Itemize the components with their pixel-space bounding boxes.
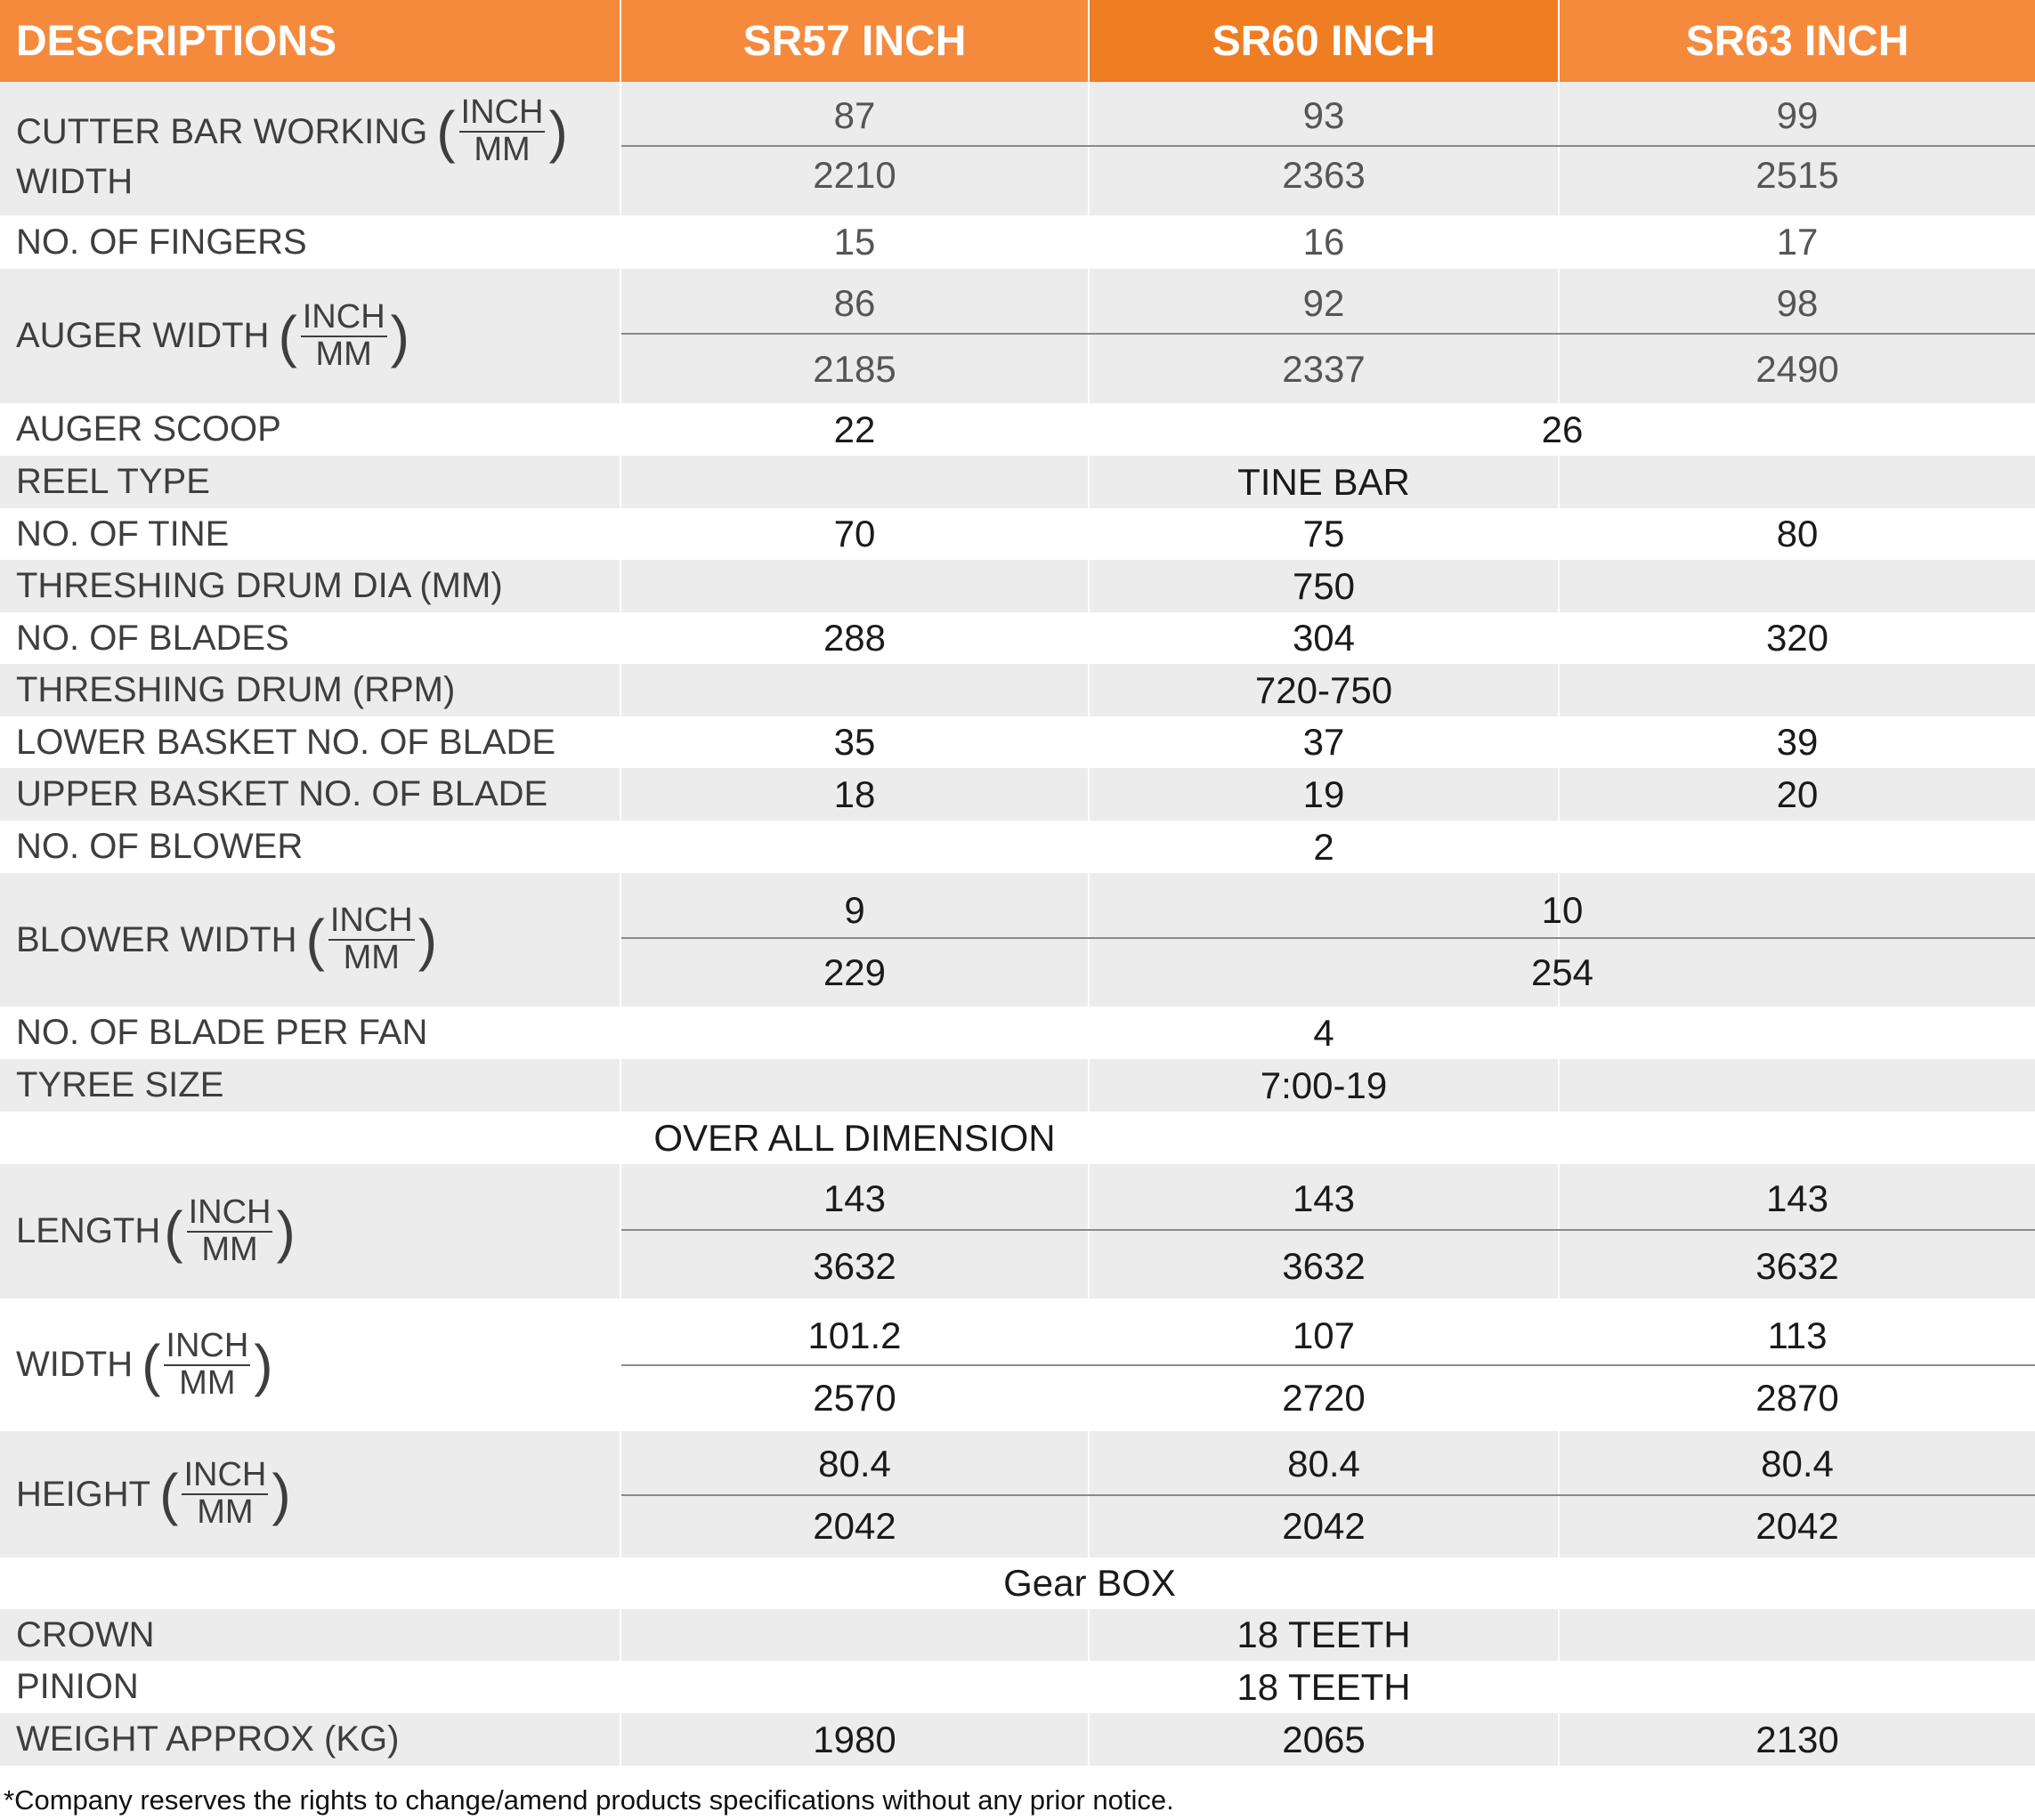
label-cutter-bar: CUTTER BAR WORKING ( $\frac{\text{INCH}}{MM}$ ) WIDTH bbox=[16, 93, 568, 201]
value-auger-scoop-sr57: 22 bbox=[833, 408, 876, 450]
value-upper-basket-sr60: 19 bbox=[1302, 772, 1345, 815]
label-height: HEIGHT ( $\frac{\text{INCH}}{MM}$ ) bbox=[16, 1456, 291, 1531]
unit-fraction: ( $\frac{\text{INCH}}{MM}$ ) bbox=[164, 1193, 296, 1268]
label-width: WIDTH ( $\frac{\text{INCH}}{MM}$ ) bbox=[16, 1326, 273, 1402]
value-width-mm-sr63: 2870 bbox=[1755, 1377, 1839, 1419]
value-lower-basket-sr60: 37 bbox=[1302, 721, 1345, 763]
value-length-inch-sr57: 143 bbox=[823, 1177, 887, 1219]
value-blower-mm-sr57: 229 bbox=[823, 951, 887, 993]
label-length: LENGTH ( $\frac{\text{INCH}}{MM}$ ) bbox=[16, 1193, 296, 1268]
value-auger-inch-sr63: 98 bbox=[1776, 282, 1819, 324]
value-lower-basket-sr63: 39 bbox=[1776, 721, 1819, 763]
value-cutter-inch-sr57: 87 bbox=[833, 94, 876, 136]
value-blower-mm-sr60-sr63: 254 bbox=[1530, 951, 1594, 993]
split-line bbox=[621, 937, 2035, 939]
value-tine-sr57: 70 bbox=[833, 513, 876, 554]
header-sr63: SR63 INCH bbox=[1685, 17, 1909, 65]
value-cutter-inch-sr63: 99 bbox=[1776, 94, 1819, 136]
label-weight: WEIGHT APPROX (KG) bbox=[16, 1719, 400, 1759]
value-cutter-inch-sr60: 93 bbox=[1302, 94, 1345, 136]
value-length-mm-sr57: 3632 bbox=[813, 1245, 896, 1287]
label-auger-width: AUGER WIDTH ( $\frac{\text{INCH}}{MM}$ ) bbox=[16, 297, 409, 373]
split-line bbox=[621, 1494, 2035, 1496]
unit-fraction: ( $\frac{\text{INCH}}{MM}$ ) bbox=[142, 1326, 273, 1402]
value-weight-sr57: 1980 bbox=[813, 1718, 896, 1760]
value-length-mm-sr63: 3632 bbox=[1755, 1245, 1839, 1287]
value-drum-rpm: 720-750 bbox=[1254, 668, 1393, 711]
split-line bbox=[621, 145, 2035, 147]
header-sr60: SR60 INCH bbox=[1212, 17, 1436, 65]
value-weight-sr63: 2130 bbox=[1755, 1718, 1839, 1760]
value-blades-sr63: 320 bbox=[1765, 617, 1829, 659]
value-tine-sr63: 80 bbox=[1776, 513, 1819, 554]
header-sr57: SR57 INCH bbox=[742, 17, 967, 65]
value-fingers-sr60: 16 bbox=[1302, 221, 1345, 263]
value-height-mm-sr57: 2042 bbox=[813, 1505, 896, 1547]
label-upper-basket: UPPER BASKET NO. OF BLADE bbox=[16, 774, 548, 813]
value-cutter-mm-sr57: 2210 bbox=[813, 154, 896, 196]
split-line bbox=[621, 1364, 2035, 1366]
value-height-mm-sr63: 2042 bbox=[1755, 1505, 1839, 1547]
label-crown: CROWN bbox=[16, 1614, 155, 1654]
value-pinion: 18 TEETH bbox=[1236, 1665, 1411, 1708]
value-width-mm-sr60: 2720 bbox=[1282, 1377, 1366, 1419]
value-auger-mm-sr60: 2337 bbox=[1282, 348, 1366, 390]
value-length-inch-sr63: 143 bbox=[1765, 1177, 1829, 1219]
unit-fraction: ( $\frac{\text{INCH}}{MM}$ ) bbox=[278, 297, 409, 373]
label-fingers: NO. OF FINGERS bbox=[16, 222, 307, 262]
label-drum-rpm: THRESHING DRUM (RPM) bbox=[16, 670, 456, 709]
value-auger-inch-sr60: 92 bbox=[1302, 282, 1345, 324]
section-gear-box: Gear BOX bbox=[1003, 1562, 1176, 1604]
label-blower: NO. OF BLOWER bbox=[16, 827, 304, 866]
unit-fraction: ( $\frac{\text{INCH}}{MM}$ ) bbox=[436, 93, 568, 168]
header-descriptions: DESCRIPTIONS bbox=[16, 17, 337, 65]
label-blades: NO. OF BLADES bbox=[16, 618, 289, 658]
value-drum-dia: 750 bbox=[1292, 564, 1356, 607]
value-auger-mm-sr57: 2185 bbox=[813, 348, 896, 390]
value-height-inch-sr63: 80.4 bbox=[1761, 1443, 1834, 1484]
value-weight-sr60: 2065 bbox=[1282, 1718, 1366, 1760]
value-auger-scoop-sr60-sr63: 26 bbox=[1541, 408, 1584, 450]
value-tyre: 7:00-19 bbox=[1260, 1064, 1388, 1106]
value-blade-per-fan: 4 bbox=[1313, 1011, 1334, 1054]
label-tyre: TYREE SIZE bbox=[16, 1065, 224, 1104]
value-width-inch-sr60: 107 bbox=[1292, 1314, 1356, 1356]
label-auger-scoop: AUGER SCOOP bbox=[16, 409, 281, 449]
value-width-mm-sr57: 2570 bbox=[813, 1377, 896, 1419]
label-blade-per-fan: NO. OF BLADE PER FAN bbox=[16, 1013, 428, 1052]
footnote: *Company reserves the rights to change/amend products specifications without any prior notice. bbox=[4, 1784, 1174, 1816]
value-width-inch-sr63: 113 bbox=[1767, 1314, 1828, 1356]
unit-fraction: ( $\frac{\text{INCH}}{MM}$ ) bbox=[159, 1456, 291, 1531]
split-line bbox=[621, 333, 2035, 335]
value-auger-inch-sr57: 86 bbox=[833, 282, 876, 324]
value-upper-basket-sr57: 18 bbox=[833, 772, 876, 815]
value-height-inch-sr60: 80.4 bbox=[1287, 1443, 1360, 1484]
value-length-inch-sr60: 143 bbox=[1292, 1177, 1356, 1219]
value-fingers-sr57: 15 bbox=[833, 221, 876, 263]
label-tine: NO. OF TINE bbox=[16, 514, 230, 554]
value-length-mm-sr60: 3632 bbox=[1282, 1245, 1366, 1287]
section-overall-dimension: OVER ALL DIMENSION bbox=[653, 1116, 1056, 1159]
unit-fraction: ( $\frac{\text{INCH}}{MM}$ ) bbox=[305, 902, 438, 976]
label-reel-type: REEL TYPE bbox=[16, 462, 210, 501]
label-drum-dia: THRESHING DRUM DIA (MM) bbox=[16, 566, 503, 605]
value-upper-basket-sr63: 20 bbox=[1776, 772, 1819, 815]
value-tine-sr60: 75 bbox=[1302, 513, 1345, 554]
value-width-inch-sr57: 101.2 bbox=[807, 1314, 902, 1356]
split-line bbox=[621, 1229, 2035, 1231]
value-blades-sr57: 288 bbox=[823, 617, 887, 659]
value-cutter-mm-sr63: 2515 bbox=[1755, 154, 1839, 196]
value-fingers-sr63: 17 bbox=[1776, 221, 1819, 263]
label-lower-basket: LOWER BASKET NO. OF BLADE bbox=[16, 722, 556, 762]
value-height-inch-sr57: 80.4 bbox=[818, 1443, 891, 1484]
label-pinion: PINION bbox=[16, 1667, 139, 1706]
value-blower-inch-sr60-sr63: 10 bbox=[1541, 889, 1584, 931]
value-auger-mm-sr63: 2490 bbox=[1755, 348, 1839, 390]
value-blower-inch-sr57: 9 bbox=[844, 889, 865, 931]
value-blades-sr60: 304 bbox=[1292, 617, 1356, 659]
value-blower: 2 bbox=[1313, 825, 1334, 868]
value-reel-type: TINE BAR bbox=[1237, 460, 1410, 503]
label-blower-width: BLOWER WIDTH ( $\frac{\text{INCH}}{MM}$ ) bbox=[16, 902, 438, 976]
value-lower-basket-sr57: 35 bbox=[833, 721, 876, 763]
value-cutter-mm-sr60: 2363 bbox=[1282, 154, 1366, 196]
value-crown: 18 TEETH bbox=[1236, 1614, 1411, 1655]
value-height-mm-sr60: 2042 bbox=[1282, 1505, 1366, 1547]
